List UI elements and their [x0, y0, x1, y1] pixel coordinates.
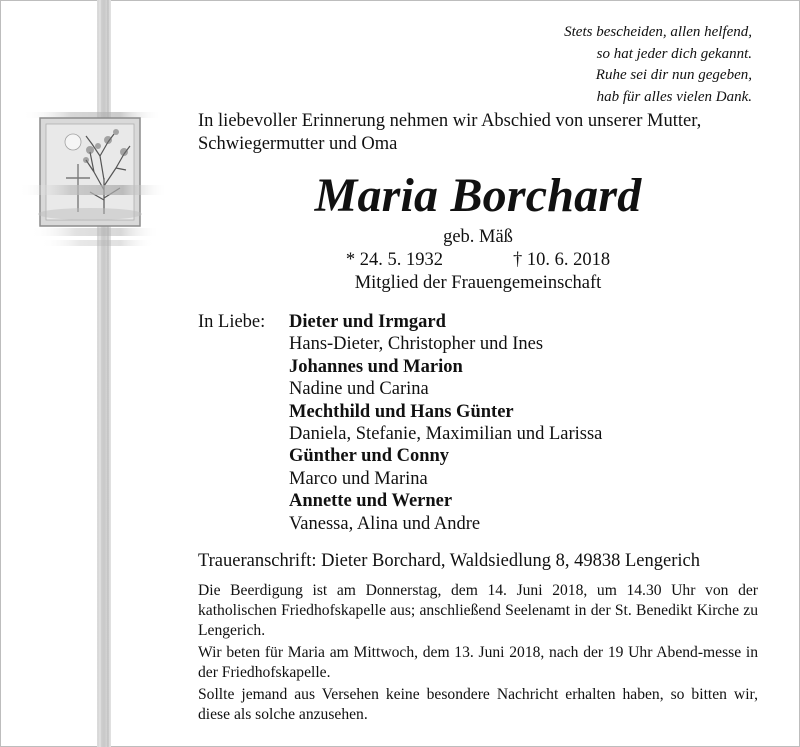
family-sub: Vanessa, Alina und Andre — [289, 513, 481, 534]
cross-tree-artwork-icon — [0, 0, 190, 747]
life-dates — [198, 249, 758, 272]
motto-line: hab für alles vielen Dank. — [596, 88, 752, 105]
motto-poem — [564, 22, 752, 108]
family-head: Johannes und Marion — [289, 356, 463, 377]
birth-date: * 24. 5. 1932 — [345, 250, 443, 270]
funeral-note: Sollte jemand aus Versehen keine besondere Nachricht erhalten haben, so bitten wir, diese als solche anzusehen. — [198, 686, 758, 723]
death-date: † 10. 6. 2018 — [513, 250, 611, 270]
family-sub: Daniela, Stefanie, Maximilian und Larissa — [289, 424, 603, 445]
funeral-notes — [198, 581, 758, 727]
funeral-note: Die Beerdigung ist am Donnerstag, dem 14. Juni 2018, um 14.30 Uhr von der katholischen Friedhofskapelle aus; anschließend Seelenamt in der St. Benedikt Kirche zu Lengerich. — [198, 582, 758, 639]
family-sub: Marco und Marina — [289, 468, 428, 489]
motto-line: Stets bescheiden, allen helfend, — [564, 24, 752, 40]
deceased-name: Maria Borchard — [314, 169, 642, 222]
family-list — [289, 311, 602, 535]
in-liebe-label: In Liebe: — [198, 312, 266, 332]
family-head: Mechthild und Hans Günter — [289, 401, 514, 422]
family-head: Dieter und Irmgard — [289, 312, 446, 332]
family-head: Annette und Werner — [289, 491, 453, 512]
funeral-note: Wir beten für Maria am Mittwoch, dem 13. Juni 2018, nach der 19 Uhr Abend-messe in der Friedhofskapelle. — [198, 644, 758, 681]
intro-text: In liebevoller Erinnerung nehmen wir Abschied von unserer Mutter, Schwiegermutter und Oma — [198, 111, 702, 154]
family-sub: Hans-Dieter, Christopher und Ines — [289, 334, 544, 355]
mourning-address: Traueranschrift: Dieter Borchard, Waldsiedlung 8, 49838 Lengerich — [198, 551, 700, 571]
membership-text: Mitglied der Frauengemeinschaft — [354, 273, 602, 293]
motto-line: so hat jeder dich gekannt. — [596, 45, 752, 62]
family-sub: Nadine und Carina — [289, 379, 429, 400]
birth-name: geb. Mäß — [443, 227, 513, 247]
motto-line: Ruhe sei dir nun gegeben, — [595, 67, 752, 83]
family-head: Günther und Conny — [289, 446, 450, 467]
